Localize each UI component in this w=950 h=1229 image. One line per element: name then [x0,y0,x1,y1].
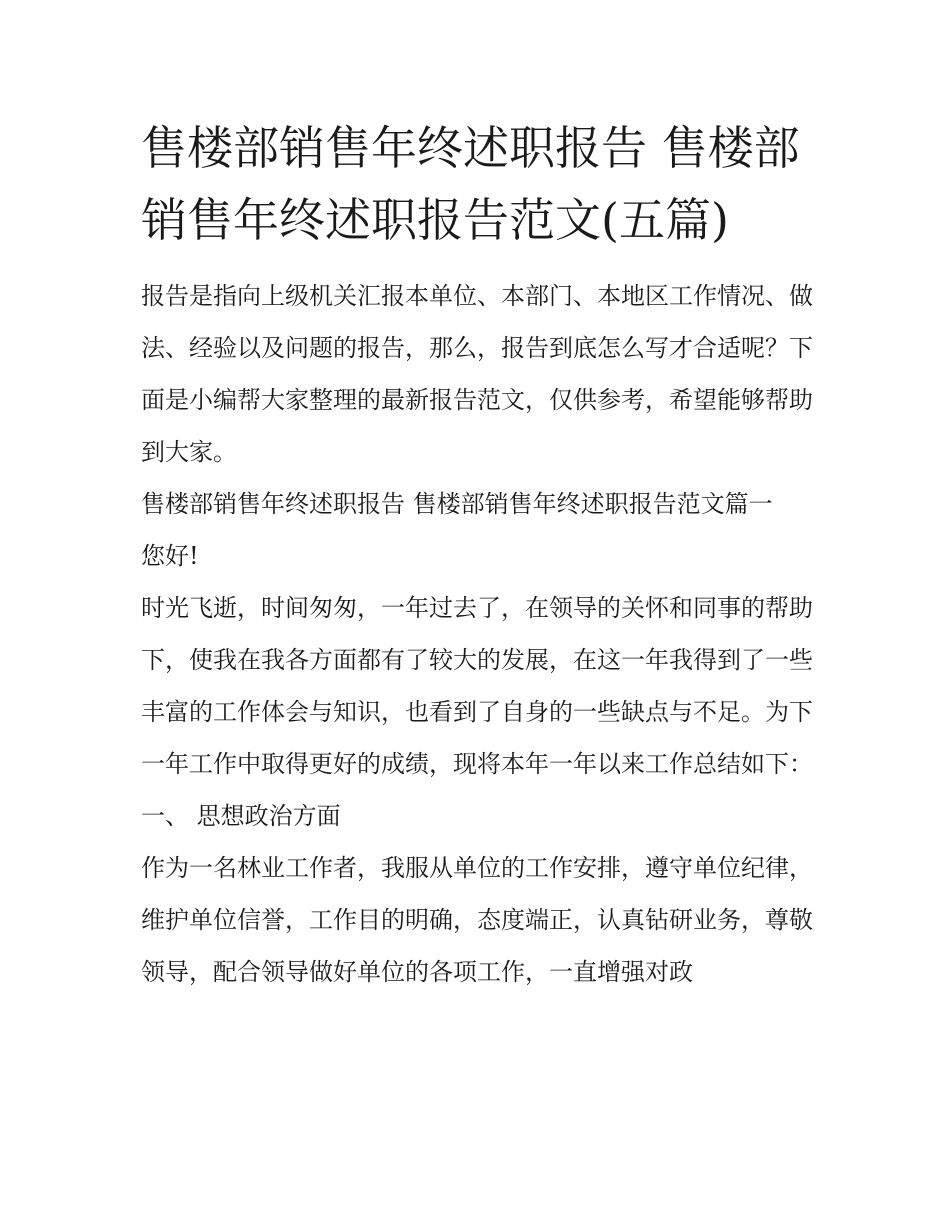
section-heading-1: 一、 思想政治方面 [141,802,341,830]
body-paragraph-1: 时光飞逝，时间匆匆，一年过去了，在领导的关怀和同事的帮助下，使我在我各方面都有了较大的发展，在这一年我得到了一些丰富的工作体会与知识，也看到了自身的一些缺点与不足。为下一年工作中取得更好的成绩，现将本年一年以来工作总结如下： [141,594,813,778]
greeting: 您好! [141,542,199,570]
document-title: 售楼部销售年终述职报告 售楼部销售年终述职报告范文(五篇) [141,121,800,247]
document-content [141,112,821,998]
section-subtitle: 售楼部销售年终述职报告 售楼部销售年终述职报告范文篇一 [141,490,773,518]
body-paragraph-2: 作为一名林业工作者，我服从单位的工作安排，遵守单位纪律，维护单位信誉，工作目的明确，态度端正，认真钻研业务，尊敬领导，配合领导做好单位的各项工作，一直增强对政 [141,854,813,986]
intro-paragraph: 报告是指向上级机关汇报本单位、本部门、本地区工作情况、做法、经验以及问题的报告，那么，报告到底怎么写才合适呢？下面是小编帮大家整理的最新报告范文，仅供参考，希望能够帮助到大家。 [141,282,813,466]
